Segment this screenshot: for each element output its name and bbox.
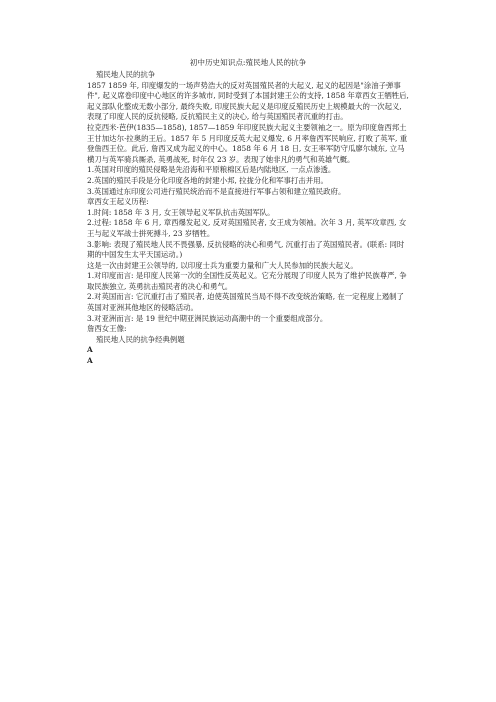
significance-item: 3.对亚洲而言: 是 19 世纪中期亚洲民族运动高潮中的一个重要组成部分。 — [87, 313, 328, 323]
summary-paragraph: 这是一次由封建王公领导的, 以印度士兵为重要力量和广大人民参加的民族大起义。 — [87, 260, 358, 270]
answer-label: A — [87, 345, 93, 355]
person-paragraph: 拉克西米·芭伊(1835—1858), 1857—1859 年印度民族大起义主要领袖之一。原为印度詹西邦土王甘加达尔·拉奥的王后。1857 年 5 月印度反英大起义爆发, 6 月率詹西军民响应, 打败了英军, 重登詹西王位。此后, 詹西又成为起义的中心。1858 年 6 月 18 日, 女王率军防守瓜廖尔城东, 立马横刀与英军骑兵厮杀, 英勇战死, 时年仅 23 岁。表现了她非凡的勇气和英雄气概。 — [87, 122, 408, 164]
rebellion-heading: 章西女王起义历程: — [87, 197, 149, 207]
document-body — [87, 70, 411, 367]
rebellion-item: 2.过程: 1858 年 6 月, 章西爆发起义, 反对英国殖民者, 女王成为领袖。次年 3 月, 英军攻章西, 女王与起义军战士拼死搏斗, 23 岁牺牲。 — [87, 218, 407, 238]
point-item: 3.英国通过东印度公司进行殖民统治而不是直接进行军事占领和建立殖民政府。 — [87, 186, 346, 196]
queen-portrait-caption: 詹西女王像: — [87, 324, 127, 334]
point-item: 2.英国的殖民手段是分化印度各地的封建小邦, 拉拢分化和军事打击并用。 — [87, 175, 328, 185]
answer-label: A — [87, 356, 93, 366]
significance-item: 2.对英国而言: 它沉重打击了殖民者, 迫使英国殖民当局不得不改变统治策略, 在一定程度上遏制了英国对亚洲其他地区的侵略活动。 — [87, 292, 404, 313]
rebellion-item: 1.时间: 1858 年 3 月, 女王领导起义军队抗击英国军队。 — [87, 207, 275, 217]
document-title: 初中历史知识点:殖民地人民的抗争 — [189, 58, 307, 67]
intro-paragraph: 1857 1859 年, 印度爆发的一场声势浩大的反对英国殖民者的大起义, 起义的起因是"涂油子弹事件", 起义席卷印度中心地区的许多城市, 同时受到了本国封建王公的支持, 1858 年章西女王牺牲后, 起义部队化整成无数小部分, 最终失败, 印度民族大起义是印度反殖民历史上规模最大的一次起义, 表现了印度人民的反抗侵略, 反抗殖民主义的决心, 给与英国殖民者沉重的打击。 — [87, 80, 409, 122]
section-heading: 殖民地人民的抗争 — [96, 70, 156, 79]
examples-heading: 殖民地人民的抗争经典例题 — [96, 334, 185, 344]
significance-item: 1.对印度而言: 是印度人民第一次的全国性反英起义。它充分展现了印度人民为了维护民族尊严, 争取民族独立, 英勇抗击殖民者的决心和勇气。 — [87, 271, 407, 291]
rebellion-item: 3.影响: 表现了殖民地人民不畏强暴, 反抗侵略的决心和勇气, 沉重打击了英国殖民者。(联系: 同时期的中国发生太平天国运动。) — [87, 239, 405, 260]
point-item: 1.英国对印度的殖民侵略是先沿海和平原粮棉区后是内陆地区, 一点点渗透。 — [87, 165, 336, 175]
